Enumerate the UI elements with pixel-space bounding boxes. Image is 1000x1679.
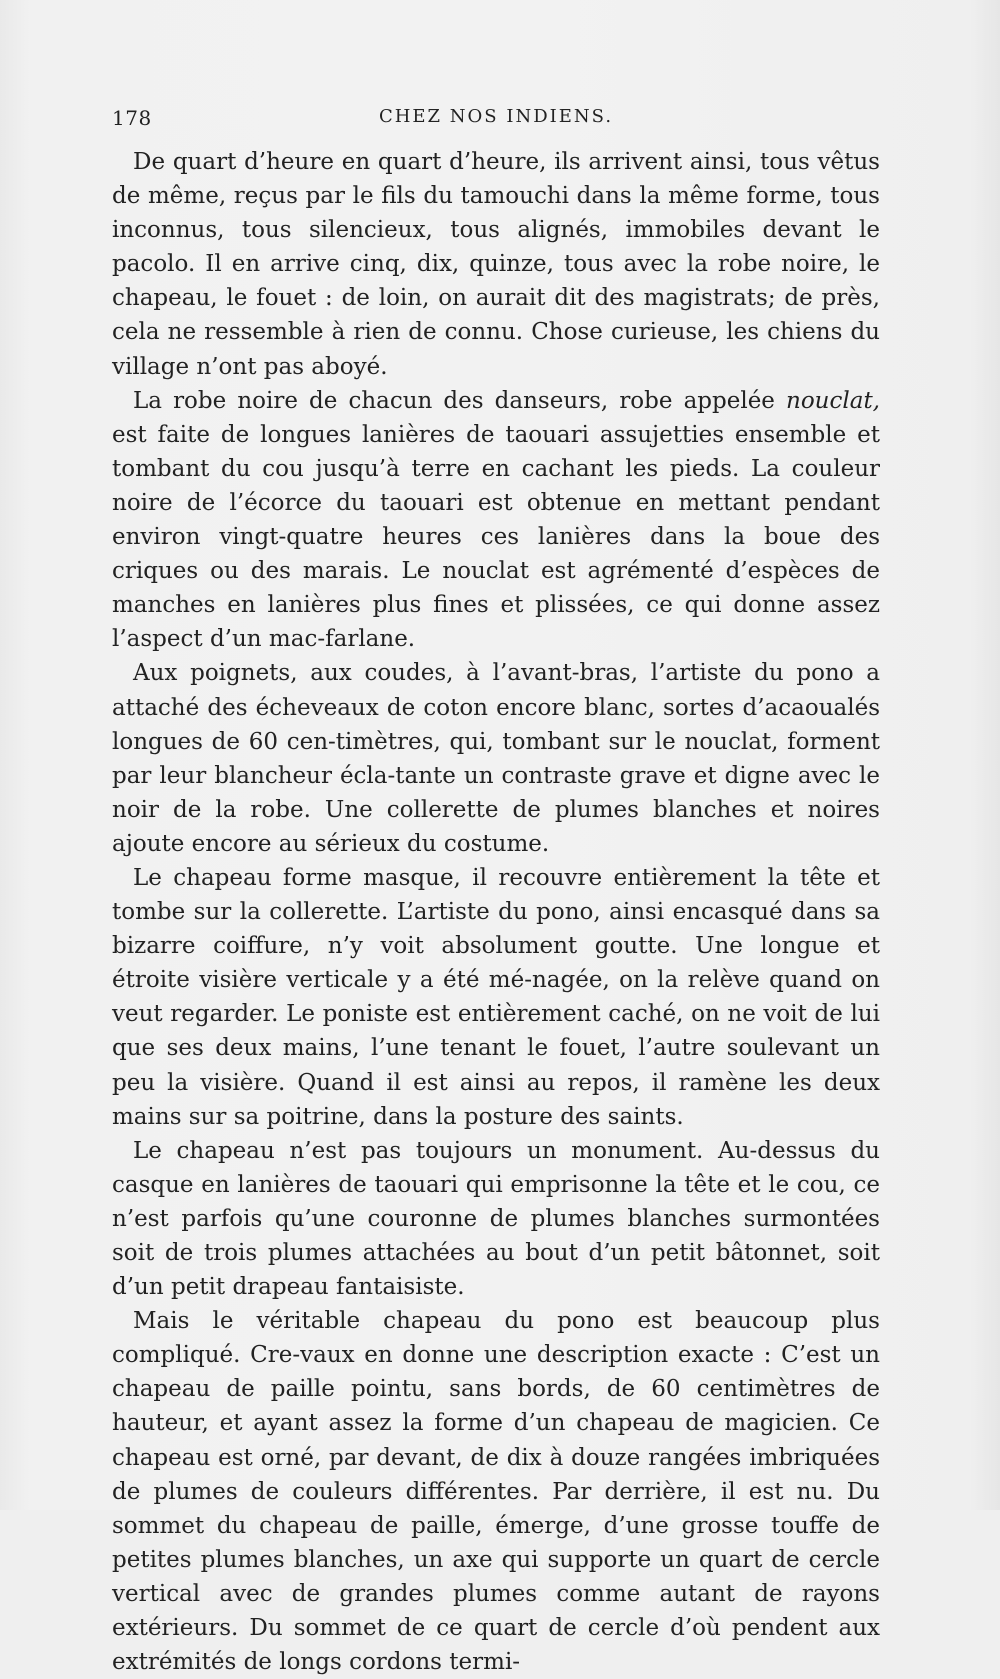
paragraph-2-text-after: est faite de longues lanières de taouari assujetties ensemble et tombant du cou jusqu’à terre en cachant les pieds. La couleur noire de l’écorce du taouari est obtenue en mettant pendant environ vingt-quatre heures ces lanières dans la boue des criques ou des marais. Le nouclat est agrémenté d’espèces de manches en lanières plus fines et plissées, ce qui donne assez l’aspect d’un mac-farlane. bbox=[112, 421, 880, 653]
paragraph-4: Le chapeau forme masque, il recouvre entièrement la tête et tombe sur la collerette. L’artiste du pono, ainsi encasqué dans sa bizarre coiffure, n’y voit absolument goutte. Une longue et étroite visière verticale y a été mé-nagée, on la relève quand on veut regarder. Le poniste est entièrement caché, on ne voit de lui que ses deux mains, l’une tenant le fouet, l’autre soulevant un peu la visière. Quand il est ainsi au repos, il ramène les deux mains sur sa poitrine, dans la posture des saints. bbox=[112, 864, 880, 1130]
page-number: 178 bbox=[112, 106, 152, 130]
italic-term-nouclat: nouclat, bbox=[786, 387, 880, 414]
paragraph-5: Le chapeau n’est pas toujours un monument. Au-dessus du casque en lanières de taouari qui emprisonne la tête et le cou, ce n’est parfois qu’une couronne de plumes blanches surmontées soit de trois plumes attachées au bout d’un petit bâtonnet, soit d’un petit drapeau fantaisiste. bbox=[112, 1137, 880, 1301]
paragraph-6: Mais le véritable chapeau du pono est beaucoup plus compliqué. Cre-vaux en donne une description exacte : C’est un chapeau de paille pointu, sans bords, de 60 centimètres de hauteur, et ayant assez la forme d’un chapeau de magicien. Ce chapeau est orné, par devant, de dix à douze rangées imbriquées de plumes de couleurs différentes. Par derrière, il est nu. Du sommet du chapeau de paille, émerge, d’une grosse touffe de petites plumes blanches, un axe qui supporte un quart de cercle vertical avec de grandes plumes comme autant de rayons extérieurs. Du sommet de ce quart de cercle d’où pendent aux extrémités de longs cordons termi- bbox=[112, 1308, 880, 1676]
running-head bbox=[112, 102, 880, 132]
paragraph-1: De quart d’heure en quart d’heure, ils arrivent ainsi, tous vêtus de même, reçus par le fils du tamouchi dans la même forme, tous inconnus, tous silencieux, tous alignés, immobiles devant le pacolo. Il en arrive cinq, dix, quinze, tous avec la robe noire, le chapeau, le fouet : de loin, on aurait dit des magistrats; de près, cela ne ressemble à rien de connu. Chose curieuse, les chiens du village n’ont pas aboyé. bbox=[112, 149, 880, 380]
paragraph-2-text-before: La robe noire de chacun des danseurs, robe appelée bbox=[133, 387, 787, 414]
paragraph-3: Aux poignets, aux coudes, à l’avant-bras, l’artiste du pono a attaché des écheveaux de coton encore blanc, sortes d’acaoualés longues de 60 cen-timètres, qui, tombant sur le nouclat, forment par leur blancheur écla-tante un contraste grave et digne avec le noir de la robe. Une collerette de plumes blanches et noires ajoute encore au sérieux du costume. bbox=[112, 660, 880, 857]
body-text bbox=[112, 145, 880, 1679]
running-title: CHEZ NOS INDIENS. bbox=[378, 106, 614, 127]
paragraph-2 bbox=[112, 384, 880, 657]
